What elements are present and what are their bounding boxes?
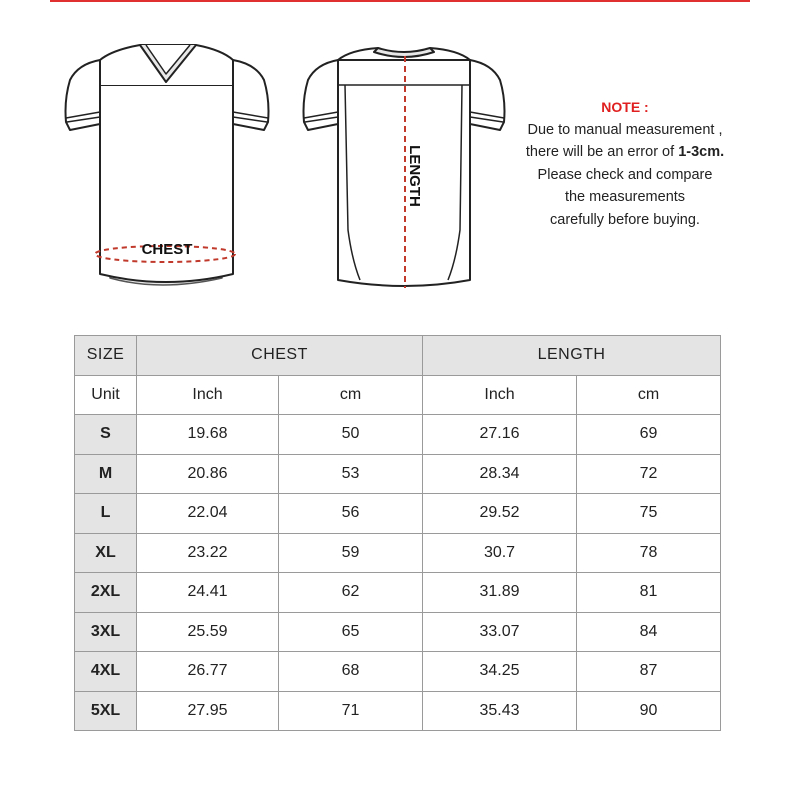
header-chest: CHEST [137, 336, 423, 376]
length-inch-cell: 33.07 [423, 612, 577, 652]
chest-inch-cell: 19.68 [137, 415, 279, 455]
table-row [75, 691, 721, 731]
size-cell: 3XL [75, 612, 137, 652]
length-inch-cell: 31.89 [423, 573, 577, 613]
chest-label: CHEST [141, 241, 193, 258]
note-error-range: 1-3cm. [678, 144, 725, 160]
size-cell: XL [75, 533, 137, 573]
chest-cm-cell: 50 [279, 415, 423, 455]
table-row [75, 652, 721, 692]
chest-cm-cell: 65 [279, 612, 423, 652]
note-line-3: Please check and compare [537, 166, 713, 183]
table-row [75, 533, 721, 573]
table-unit-row [75, 375, 721, 415]
table-row [75, 573, 721, 613]
chest-cm-cell: 59 [279, 533, 423, 573]
chest-inch-cell: 23.22 [137, 533, 279, 573]
measurement-note [505, 96, 745, 231]
unit-length-inch: Inch [423, 375, 577, 415]
chest-inch-cell: 20.86 [137, 454, 279, 494]
length-inch-cell: 34.25 [423, 652, 577, 692]
chest-cm-cell: 62 [279, 573, 423, 613]
chest-inch-cell: 25.59 [137, 612, 279, 652]
size-cell: M [75, 454, 137, 494]
chest-cm-cell: 71 [279, 691, 423, 731]
note-line-5: carefully before buying. [550, 211, 700, 228]
length-inch-cell: 30.7 [423, 533, 577, 573]
length-cm-cell: 81 [577, 573, 721, 613]
chest-cm-cell: 53 [279, 454, 423, 494]
unit-label: Unit [75, 375, 137, 415]
header-length: LENGTH [423, 336, 721, 376]
table-row [75, 612, 721, 652]
length-label: LENGTH [406, 145, 424, 207]
note-line-4: the measurements [564, 189, 686, 205]
size-cell: 2XL [75, 573, 137, 613]
unit-chest-cm: cm [279, 375, 423, 415]
size-cell: 4XL [75, 652, 137, 692]
length-inch-cell: 28.34 [423, 454, 577, 494]
table-row [75, 454, 721, 494]
length-cm-cell: 69 [577, 415, 721, 455]
length-cm-cell: 75 [577, 494, 721, 534]
size-cell: 5XL [75, 691, 137, 731]
chest-cm-cell: 56 [279, 494, 423, 534]
note-line-2 [505, 141, 745, 164]
length-inch-cell: 35.43 [423, 691, 577, 731]
chest-inch-cell: 24.41 [137, 573, 279, 613]
chest-inch-cell: 27.95 [137, 691, 279, 731]
note-line-1: Due to manual measurement , [527, 121, 723, 138]
table-row [75, 494, 721, 534]
header-size: SIZE [75, 336, 137, 376]
length-inch-cell: 27.16 [423, 415, 577, 455]
length-inch-cell: 29.52 [423, 494, 577, 534]
size-chart-table [74, 335, 721, 731]
length-cm-cell: 90 [577, 691, 721, 731]
note-title: NOTE : [601, 99, 649, 115]
length-cm-cell: 87 [577, 652, 721, 692]
length-cm-cell: 84 [577, 612, 721, 652]
note-line-2-text: there will be an error of [525, 144, 679, 160]
unit-length-cm: cm [577, 375, 721, 415]
unit-chest-inch: Inch [137, 375, 279, 415]
length-cm-cell: 78 [577, 533, 721, 573]
size-cell: S [75, 415, 137, 455]
table-header-row [75, 336, 721, 376]
chest-inch-cell: 22.04 [137, 494, 279, 534]
size-cell: L [75, 494, 137, 534]
chest-inch-cell: 26.77 [137, 652, 279, 692]
length-cm-cell: 72 [577, 454, 721, 494]
table-row [75, 415, 721, 455]
chest-cm-cell: 68 [279, 652, 423, 692]
